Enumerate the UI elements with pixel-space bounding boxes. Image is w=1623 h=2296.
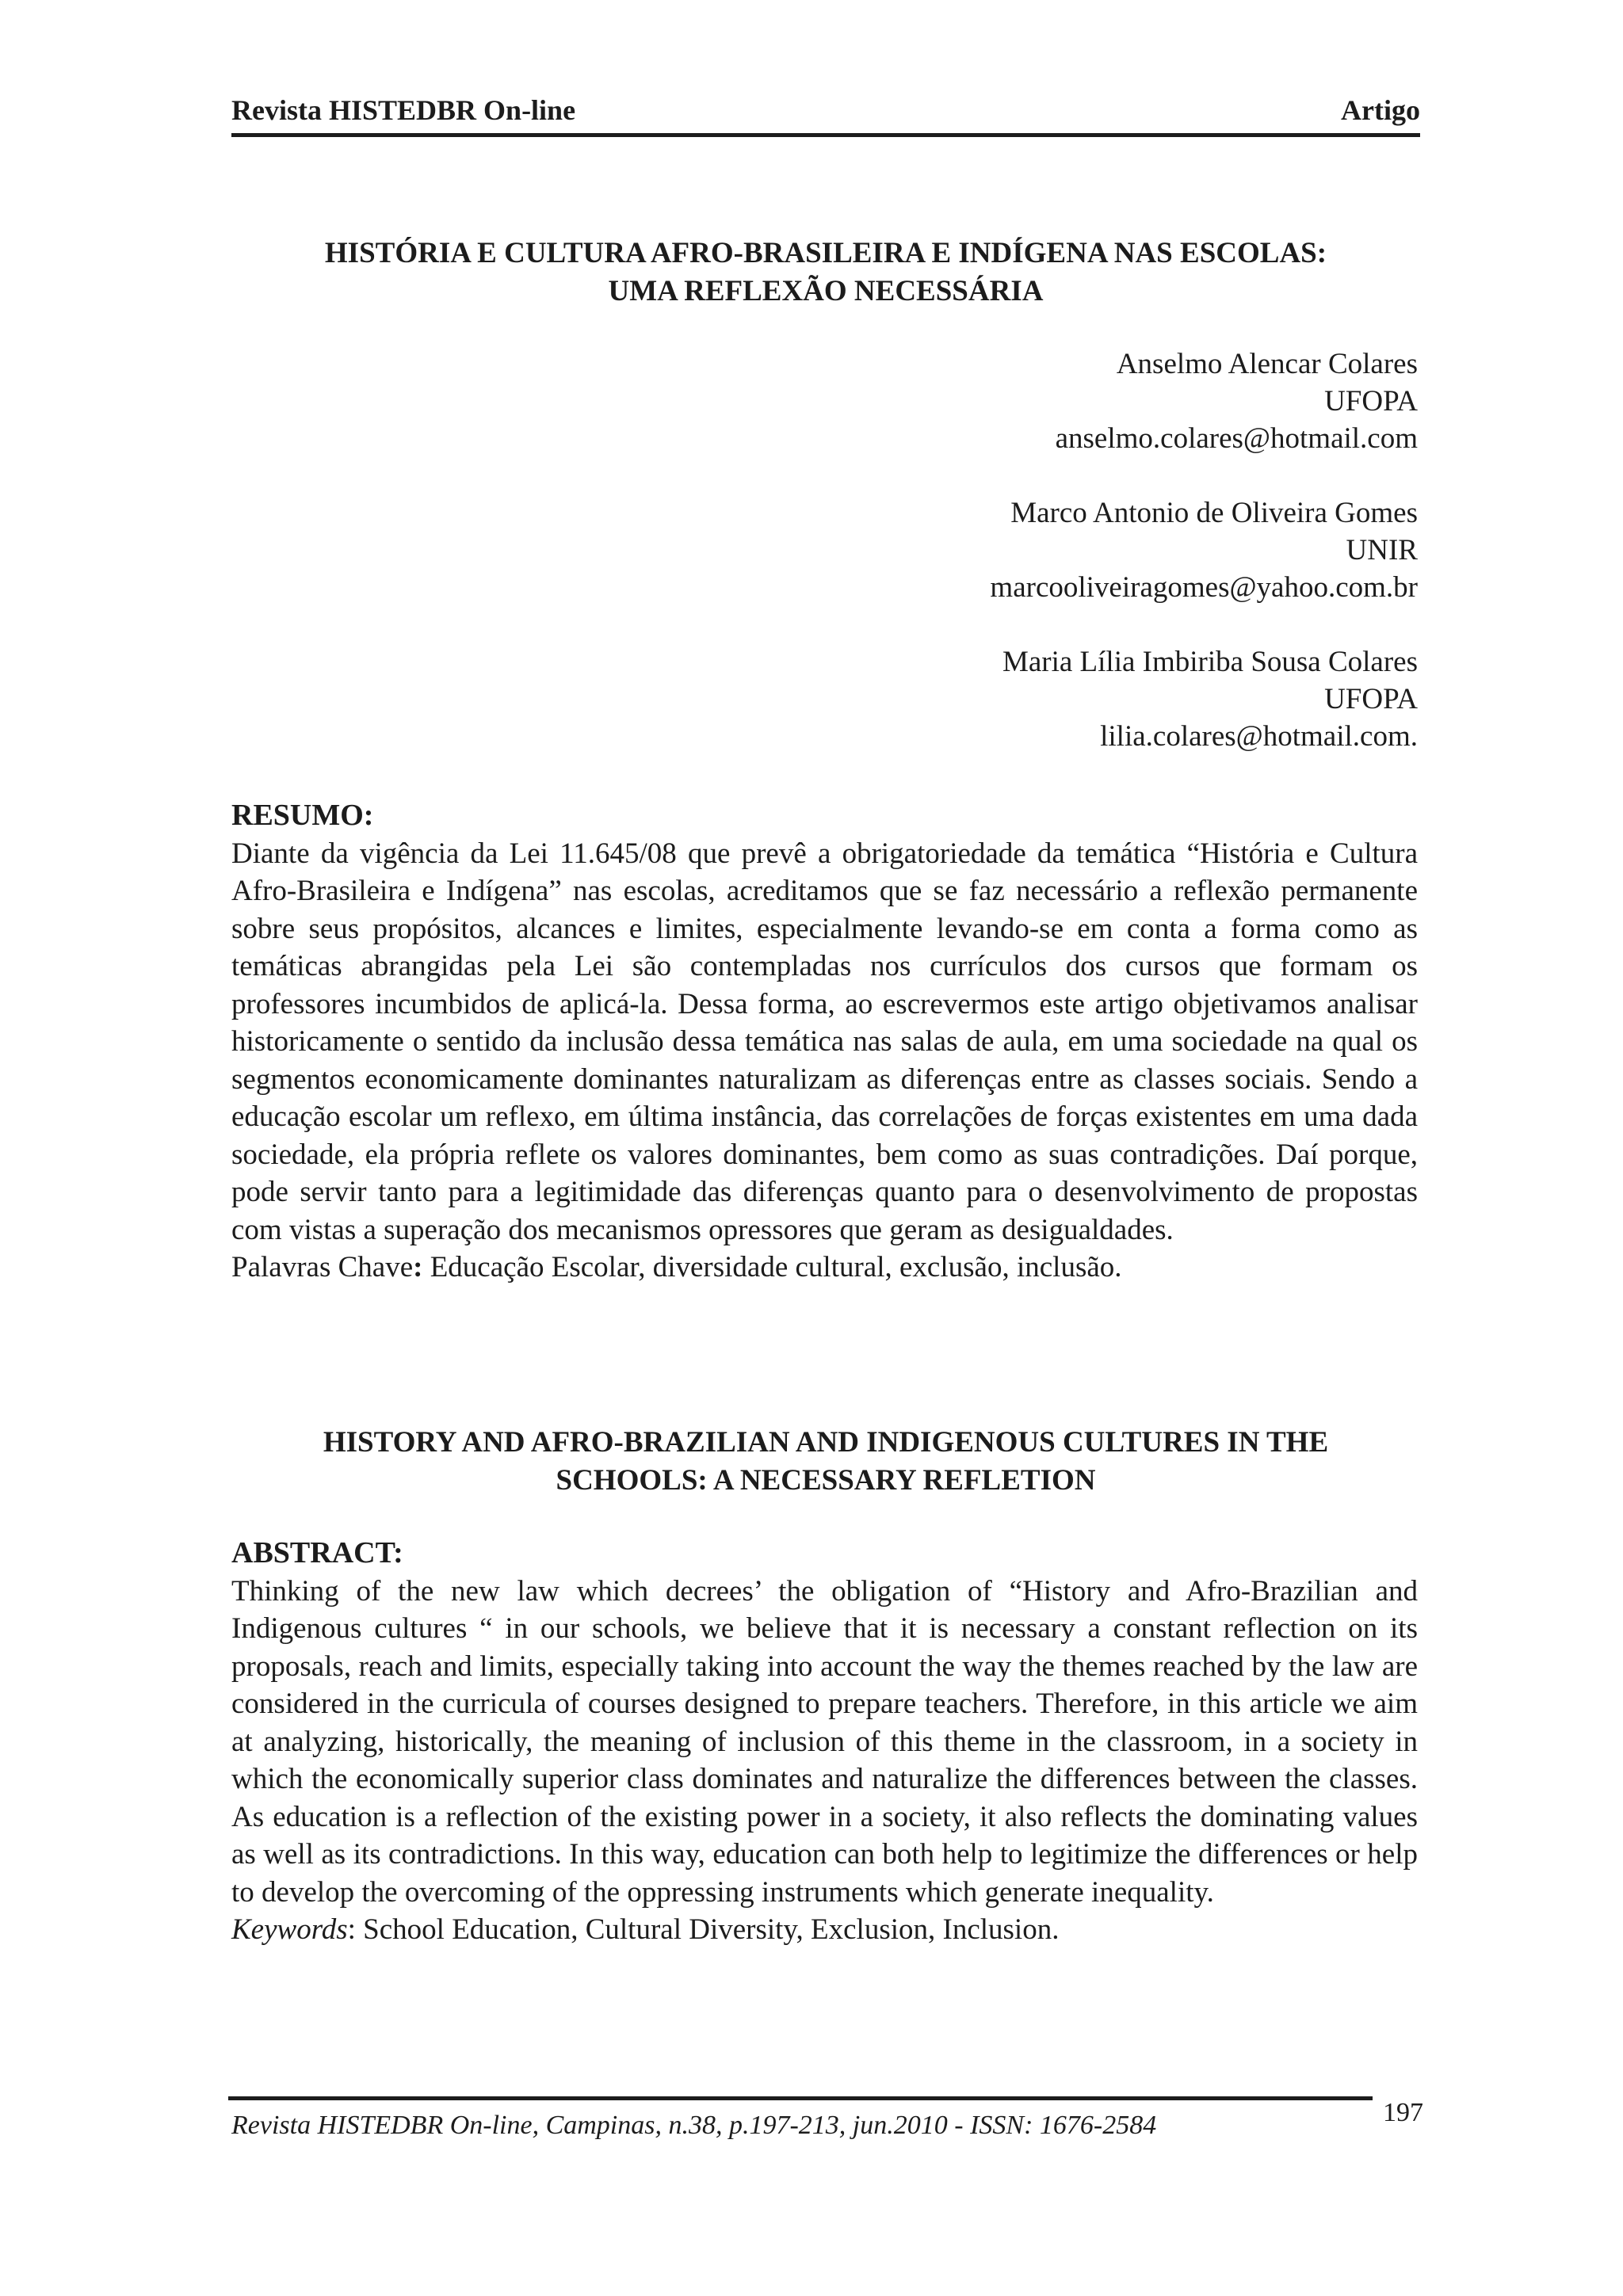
abstract-heading: ABSTRACT: [231,1536,403,1569]
author-entry [231,494,1418,606]
author-email: marcooliveiragomes@yahoo.com.br [990,571,1418,604]
resumo-section [231,797,1418,1287]
abstract-section [231,1535,1418,1949]
author-affiliation: UFOPA [1324,385,1418,418]
title-line-2: UMA REFLEXÃO NECESSÁRIA [608,275,1044,307]
author-name: Marco Antonio de Oliveira Gomes [1010,497,1418,529]
author-name: Maria Lília Imbiriba Sousa Colares [1002,646,1418,678]
title-line-1: HISTÓRIA E CULTURA AFRO-BRASILEIRA E INDÍGENA NAS ESCOLAS: [324,237,1327,269]
author-affiliation: UNIR [1346,534,1418,566]
author-email: anselmo.colares@hotmail.com [1055,422,1418,455]
author-affiliation: UFOPA [1324,683,1418,715]
header-rule [231,133,1420,137]
keywords-colon: : [413,1251,423,1283]
author-email: lilia.colares@hotmail.com. [1100,720,1418,753]
journal-name: Revista HISTEDBR On-line [231,94,576,126]
author-entry [231,643,1418,755]
author-name: Anselmo Alencar Colares [1116,348,1418,380]
keywords-list: : School Education, Cultural Diversity, Exclusion, Inclusion. [347,1913,1060,1946]
abstract-body: Thinking of the new law which decrees’ the obligation of “History and Afro-Brazilian and Indigenous cultures “ in our schools, we believe that it is necessary a constant reflection on its proposals, reach and limits, especially taking into account the way the themes reached by the law are considered in the curricula of courses designed to prepare teachers. Therefore, in this article we aim at analyzing, historically, the meaning of inclusion of this theme in the classroom, in a society in which the economically superior class dominates and naturalize the differences between the classes. As education is a reflection of the existing power in a society, it also reflects the dominating values as well as its contradictions. In this way, education can both help to legitimize the differences or help to develop the overcoming of the oppressing instruments which generate inequality. [231,1574,1418,1909]
keywords-list: Educação Escolar, diversidade cultural, exclusão, inclusão. [422,1251,1122,1283]
resumo-keywords [231,1249,1418,1287]
title-portuguese [231,235,1420,311]
page-number: 197 [1383,2098,1423,2127]
abstract-keywords [231,1911,1418,1949]
title-line-2: SCHOOLS: A NECESSARY REFLETION [556,1464,1096,1497]
footer-citation: Revista HISTEDBR On-line, Campinas, n.38, p.197-213, jun.2010 - ISSN: 1676-2584 [231,2111,1157,2140]
footer-rule [228,2096,1373,2100]
resumo-body: Diante da vigência da Lei 11.645/08 que prevê a obrigatoriedade da temática “História e Cultura Afro-Brasileira e Indígena” nas escolas, acreditamos que se faz necessário a reflexão permanente sobre seus propósitos, alcances e limites, especialmente levando-se em conta a forma como as temáticas abrangidas pela Lei são contempladas nos currículos dos cursos que formam os professores incumbidos de aplicá-la. Dessa forma, ao escrevermos este artigo objetivamos analisar historicamente o sentido da inclusão dessa temática nas salas de aula, em uma sociedade na qual os segmentos economicamente dominantes naturalizam as diferenças entre as classes sociais. Sendo a educação escolar um reflexo, em última instância, das correlações de forças existentes em uma dada sociedade, ela própria reflete os valores dominantes, bem como as suas contradições. Daí porque, pode servir tanto para a legitimidade das diferenças quanto para o desenvolvimento de propostas com vistas a superação dos mecanismos opressores que geram as desigualdades. [231,837,1418,1246]
section-type: Artigo [1341,94,1420,126]
title-english [231,1424,1420,1500]
resumo-heading: RESUMO: [231,799,374,832]
keywords-label: Keywords [231,1913,348,1946]
running-header [231,93,1420,138]
keywords-label: Palavras Chave [231,1251,414,1283]
author-entry [231,345,1418,457]
author-list [231,345,1418,792]
title-line-1: HISTORY AND AFRO-BRAZILIAN AND INDIGENOUS CULTURES IN THE [323,1426,1329,1459]
